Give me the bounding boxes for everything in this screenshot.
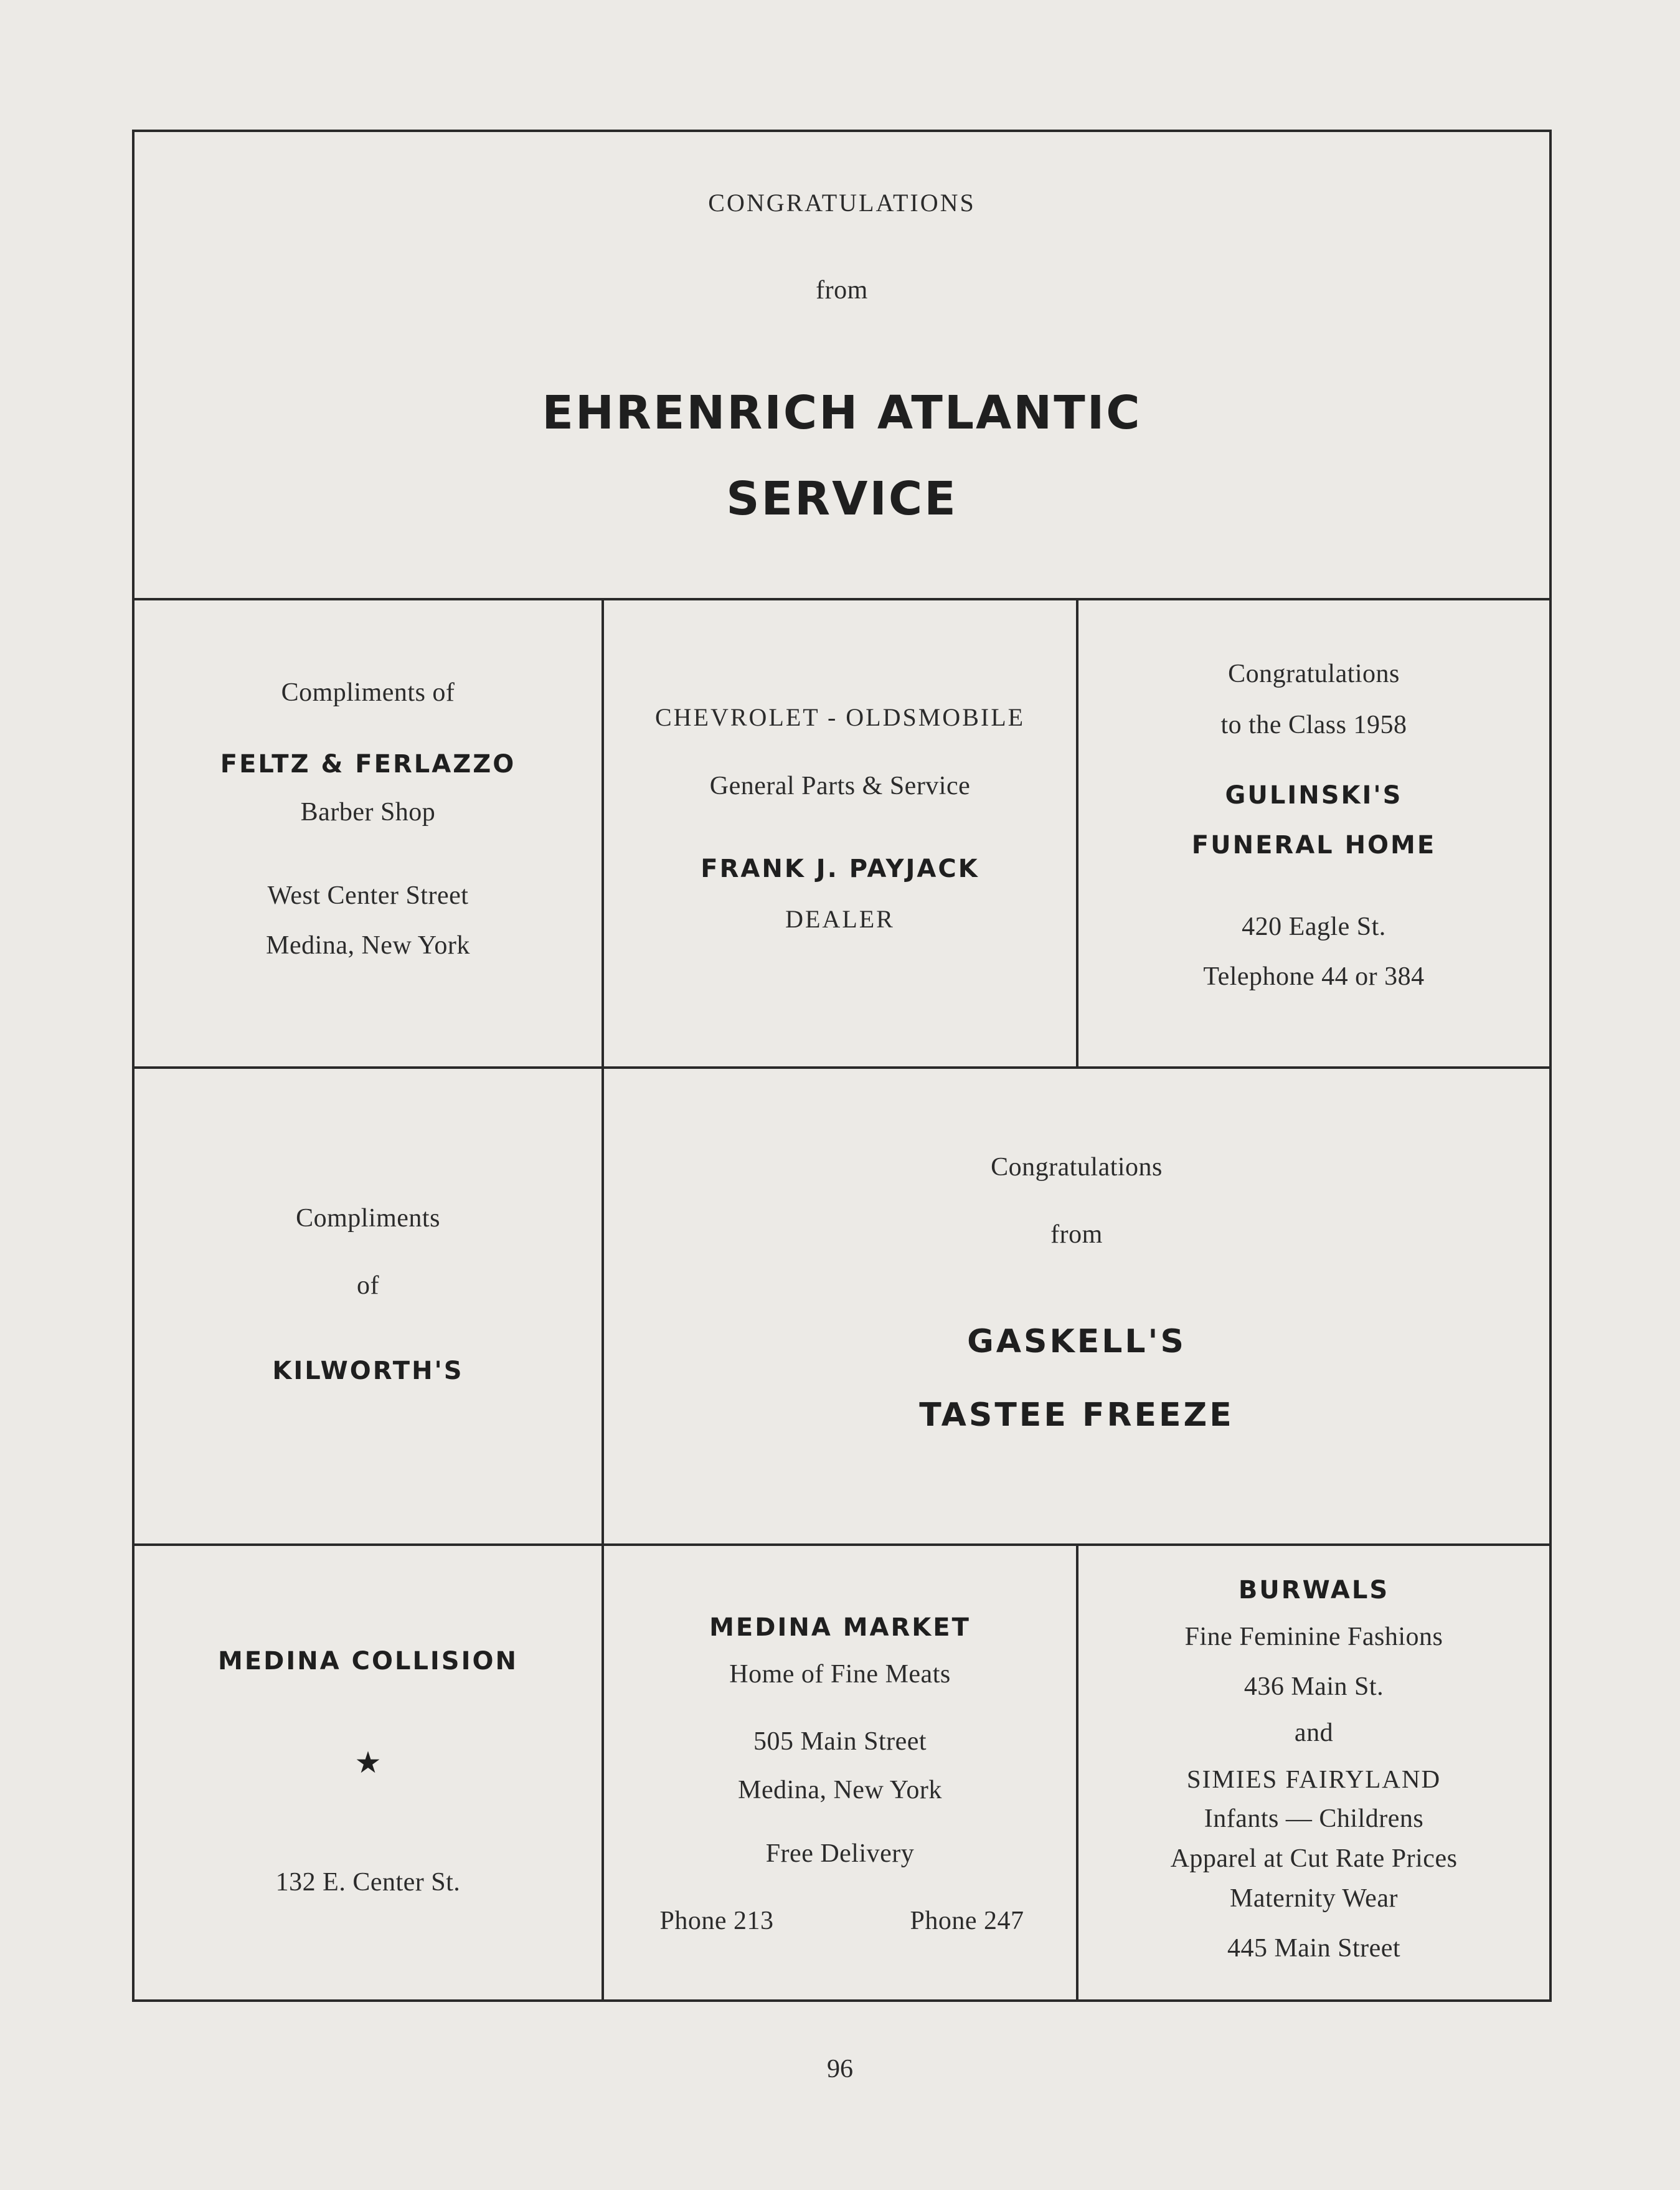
ad-frank-payjack — [604, 600, 1076, 1066]
ad-greeting: Congratulations — [991, 1153, 1163, 1182]
ad-greeting-2: of — [357, 1271, 379, 1300]
ad-greeting: CONGRATULATIONS — [708, 189, 976, 217]
ad-delivery: Free Delivery — [765, 1839, 915, 1868]
ad-medina-collision — [134, 1546, 602, 2001]
ad-business-name: GULINSKI'S — [1225, 781, 1403, 810]
ad-from: from — [816, 276, 868, 305]
ad-gulinski-funeral-home — [1078, 600, 1549, 1066]
ad-line-apparel: Apparel at Cut Rate Prices — [1170, 1844, 1458, 1873]
ad-business-name-2: TASTEE FREEZE — [919, 1396, 1234, 1434]
ad-line-maternity: Maternity Wear — [1230, 1884, 1398, 1913]
ad-address: 420 Eagle St. — [1242, 913, 1386, 941]
ad-greeting: Compliments of — [281, 678, 455, 707]
ad-greeting: Compliments — [296, 1204, 440, 1233]
ad-tagline: Home of Fine Meats — [729, 1660, 951, 1689]
ad-brand-line: CHEVROLET - OLDSMOBILE — [654, 703, 1026, 731]
ad-feltz-ferlazzo — [134, 600, 602, 1066]
ad-address-line: 505 Main Street — [753, 1727, 927, 1756]
ad-services: General Parts & Service — [709, 772, 971, 800]
ad-kilworths — [134, 1069, 602, 1543]
ad-greeting-2: to the Class 1958 — [1220, 711, 1407, 739]
ad-phone-2: Phone 247 — [910, 1907, 1024, 1935]
ad-burwals — [1078, 1546, 1549, 2001]
ad-address-2: 445 Main Street — [1227, 1934, 1401, 1963]
ad-address-city: Medina, New York — [738, 1776, 942, 1804]
ad-ehrenrich-atlantic — [134, 132, 1549, 598]
ad-business-name-2: FUNERAL HOME — [1191, 831, 1437, 860]
ad-medina-market — [604, 1546, 1076, 2001]
ad-role: DEALER — [785, 905, 895, 933]
star-icon: ★ — [354, 1745, 382, 1780]
ad-business-name: GASKELL'S — [967, 1323, 1186, 1360]
ad-address: 132 E. Center St. — [275, 1868, 461, 1897]
ad-and: and — [1294, 1718, 1334, 1747]
ad-business-name: FELTZ & FERLAZZO — [220, 750, 516, 779]
ad-business-name: BURWALS — [1238, 1576, 1390, 1605]
ad-business-name: MEDINA COLLISION — [218, 1647, 518, 1676]
ad-business-name: FRANK J. PAYJACK — [701, 855, 979, 883]
ad-address: 436 Main St. — [1243, 1672, 1384, 1701]
ad-address-line: West Center Street — [267, 881, 469, 910]
ad-business-name-2: SIMIES FAIRYLAND — [1186, 1765, 1442, 1793]
ad-gaskells-tastee-freeze — [604, 1069, 1549, 1543]
ad-from: from — [1050, 1220, 1103, 1249]
ad-line-infants: Infants — Childrens — [1204, 1804, 1424, 1833]
ad-business-name: EHRENRICH ATLANTIC — [542, 386, 1142, 440]
ad-business-name: MEDINA MARKET — [709, 1613, 971, 1642]
ad-tagline: Fine Feminine Fashions — [1184, 1623, 1443, 1651]
ad-business-name: KILWORTH'S — [272, 1357, 464, 1385]
ad-greeting: Congratulations — [1228, 660, 1400, 688]
ad-business-type: Barber Shop — [300, 798, 436, 827]
page-number: 96 — [827, 2055, 853, 2083]
ad-business-name-2: SERVICE — [726, 472, 958, 526]
ad-phone: Telephone 44 or 384 — [1203, 962, 1425, 991]
ad-address-city: Medina, New York — [266, 931, 470, 960]
ad-phone-1: Phone 213 — [659, 1907, 774, 1935]
